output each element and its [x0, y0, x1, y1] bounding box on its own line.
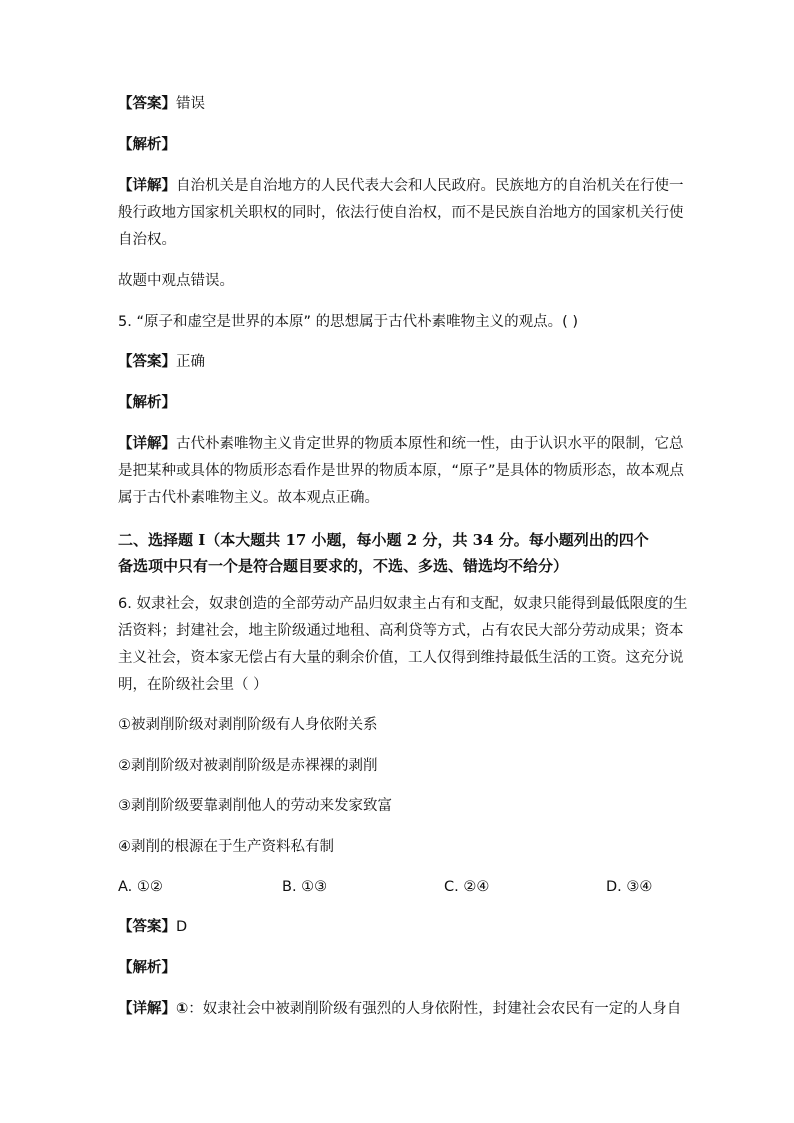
q5-stem: 5. “原子和虚空是世界的本原” 的思想属于古代朴素唯物主义的观点。( ) — [118, 314, 578, 330]
q6-option-a: A. ①② — [118, 879, 163, 895]
q6-statement-4: ④剥削的根源在于生产资料私有制 — [118, 839, 334, 855]
answer-text: 错误 — [176, 96, 205, 112]
q6-statement-1: ①被剥削阶级对剥削阶级有人身依附关系 — [118, 717, 378, 733]
section-heading-line-2: 备选项中只有一个是符合题目要求的，不选、多选、错选均不给分） — [118, 557, 569, 575]
detail-text: ：奴隶社会中被剥削阶级有强烈的人身依附性，封建社会农民有一定的人身自 — [188, 1001, 682, 1017]
q4-answer-line — [118, 94, 205, 114]
detail-marker: ① — [176, 1001, 189, 1017]
answer-tag: 【答案】 — [118, 354, 176, 370]
q5-analysis-tag — [118, 393, 176, 413]
q4-conclusion: 故题中观点错误。 — [118, 273, 234, 289]
q5-answer-line — [118, 352, 205, 372]
q5-detail-line-3: 属于古代朴素唯物主义。故本观点正确。 — [118, 490, 379, 506]
analysis-tag: 【解析】 — [118, 395, 176, 411]
q6-detail-line-1 — [118, 999, 681, 1019]
q6-option-d: D. ③④ — [606, 879, 653, 895]
analysis-tag: 【解析】 — [118, 960, 176, 976]
q6-stem-line-3: 主义社会，资本家无偿占有大量的剩余价值，工人仅得到维持最低生活的工资。这充分说 — [118, 650, 684, 666]
q6-option-b: B. ①③ — [282, 879, 328, 895]
q6-statement-3: ③剥削阶级要靠剥削他人的劳动来发家致富 — [118, 798, 392, 814]
analysis-tag: 【解析】 — [118, 137, 176, 153]
q6-analysis-tag — [118, 958, 176, 978]
q6-option-c: C. ②④ — [444, 879, 490, 895]
q6-stem-line-1: 6. 奴隶社会，奴隶创造的全部劳动产品归奴隶主占有和支配，奴隶只能得到最低限度的生 — [118, 596, 688, 612]
q6-stem-line-4: 明，在阶级社会里（ ） — [118, 677, 268, 693]
answer-text: 正确 — [176, 354, 205, 370]
detail-text: 自治机关是自治地方的人民代表大会和人民政府。民族地方的自治机关在行使一 — [176, 178, 684, 194]
q5-detail-line-1 — [118, 434, 684, 454]
detail-tag: 【详解】 — [118, 436, 176, 452]
detail-tag: 【详解】 — [118, 178, 176, 194]
section-heading-line-1: 二、选择题 I（本大题共 17 小题，每小题 2 分，共 34 分。每小题列出的四个 — [118, 531, 649, 549]
answer-tag: 【答案】 — [118, 96, 176, 112]
q6-answer-line — [118, 917, 187, 937]
detail-text: 古代朴素唯物主义肯定世界的物质本原性和统一性，由于认识水平的限制，它总 — [176, 436, 684, 452]
q4-detail-line-3: 自治权。 — [118, 232, 176, 248]
q4-analysis-tag — [118, 135, 176, 155]
detail-tag: 【详解】 — [118, 1001, 176, 1017]
q4-detail-line-1 — [118, 176, 684, 196]
q6-stem-line-2: 活资料；封建社会，地主阶级通过地租、高利贷等方式，占有农民大部分劳动成果；资本 — [118, 623, 684, 639]
q5-detail-line-2: 是把某种或具体的物质形态看作是世界的物质本原，“原子”是具体的物质形态，故本观点 — [118, 463, 685, 479]
q4-detail-line-2: 般行政地方国家机关职权的同时，依法行使自治权，而不是民族自治地方的国家机关行使 — [118, 205, 684, 221]
q6-statement-2: ②剥削阶级对被剥削阶级是赤裸裸的剥削 — [118, 758, 378, 774]
answer-tag: 【答案】 — [118, 919, 176, 935]
answer-text: D — [176, 919, 188, 935]
